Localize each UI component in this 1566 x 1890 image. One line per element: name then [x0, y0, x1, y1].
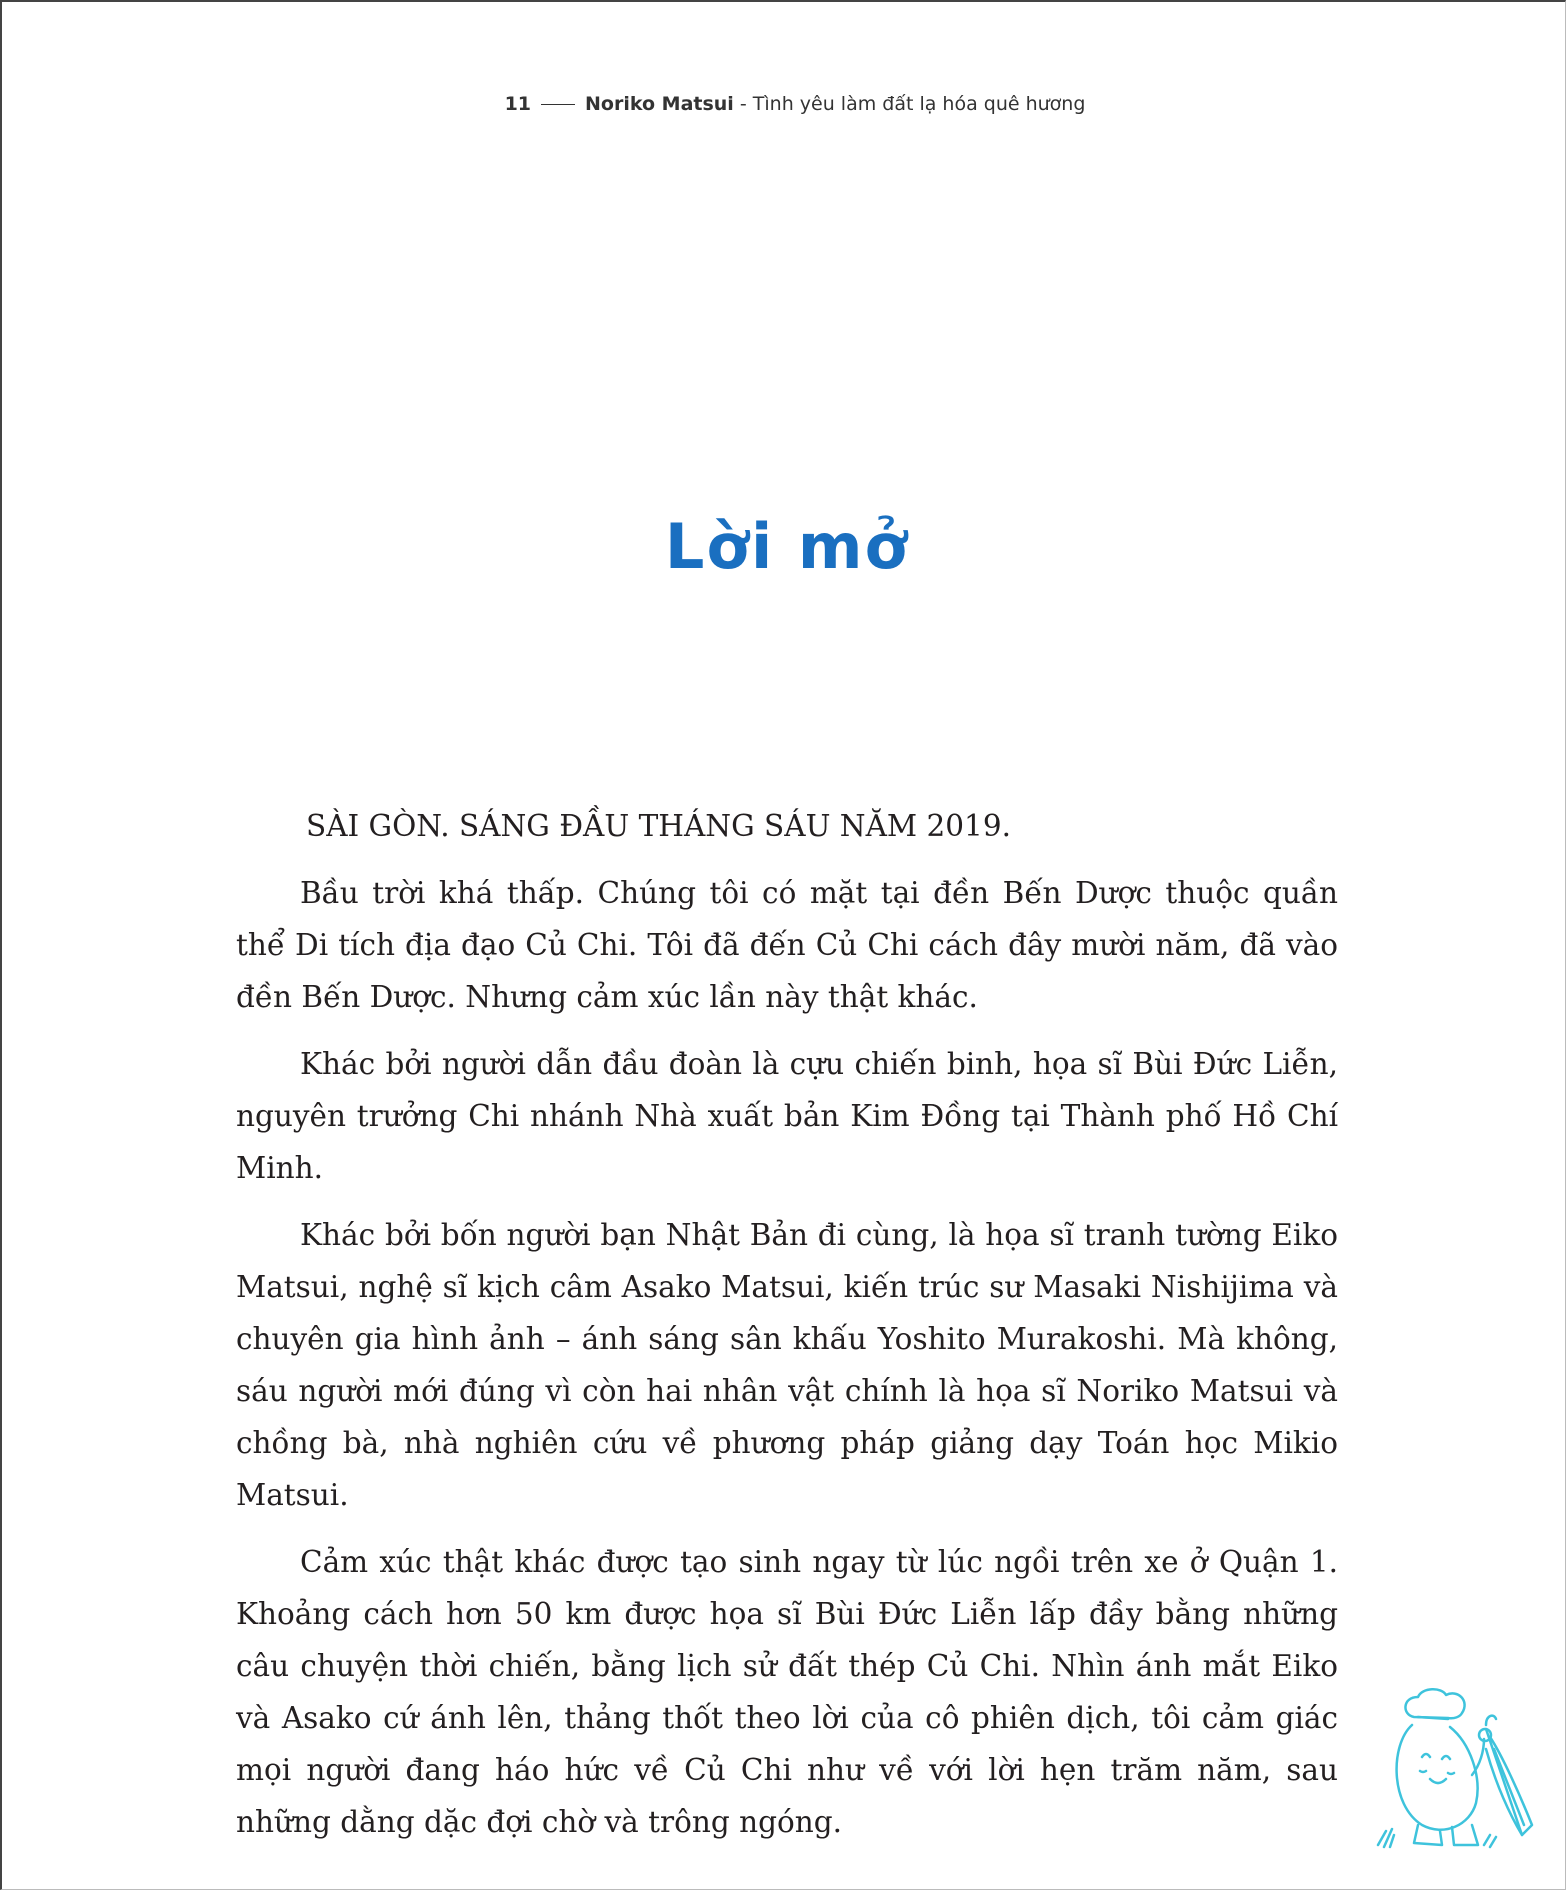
header-book-title: - Tình yêu làm đất lạ hóa quê hương	[733, 93, 1086, 115]
body-paragraph: Cảm xúc thật khác được tạo sinh ngay từ lúc ngồi trên xe ở Quận 1. Khoảng cách hơn 50 km được họa sĩ Bùi Đức Liễn lấp đầy bằng những câu chuyện thời chiến, bằng lịch sử đất thép Củ Chi. Nhìn ánh mắt Eiko và Asako cứ ánh lên, thảng thốt theo lời của cô phiên dịch, tôi cảm giác mọi người đang háo hức về Củ Chi như về với lời hẹn trăm năm, sau những dằng dặc đợi chờ và trông ngóng.	[236, 1545, 1338, 1839]
body-paragraph: Bầu trời khá thấp. Chúng tôi có mặt tại đền Bến Dược thuộc quần thể Di tích địa đạo Củ Chi. Tôi đã đến Củ Chi cách đây mười năm, đã vào đền Bến Dược. Nhưng cảm xúc lần này thật khác.	[236, 876, 1338, 1014]
dateline-paragraph: SÀI GÒN. SÁNG ĐẦU THÁNG SÁU NĂM 2019.	[306, 809, 1011, 843]
body-text	[236, 800, 1338, 1863]
body-paragraph: Khác bởi người dẫn đầu đoàn là cựu chiến binh, họa sĩ Bùi Đức Liễn, nguyên trưởng Chi nhánh Nhà xuất bản Kim Đồng tại Thành phố Hồ Chí Minh.	[236, 1047, 1338, 1185]
mascot-drawing	[1372, 1685, 1542, 1860]
page-number: 11	[504, 93, 532, 115]
chapter-title: Lời mở	[664, 510, 910, 583]
body-paragraph: Khác bởi bốn người bạn Nhật Bản đi cùng, là họa sĩ tranh tường Eiko Matsui, nghệ sĩ kịch câm Asako Matsui, kiến trúc sư Masaki Nishijima và chuyên gia hình ảnh – ánh sáng sân khấu Yoshito Murakoshi. Mà không, sáu người mới đúng vì còn hai nhân vật chính là họa sĩ Noriko Matsui và chồng bà, nhà nghiên cứu về phương pháp giảng dạy Toán học Mikio Matsui.	[236, 1218, 1338, 1512]
header-dash	[541, 104, 575, 105]
running-header	[0, 93, 1566, 115]
header-author: Noriko Matsui	[585, 93, 734, 115]
